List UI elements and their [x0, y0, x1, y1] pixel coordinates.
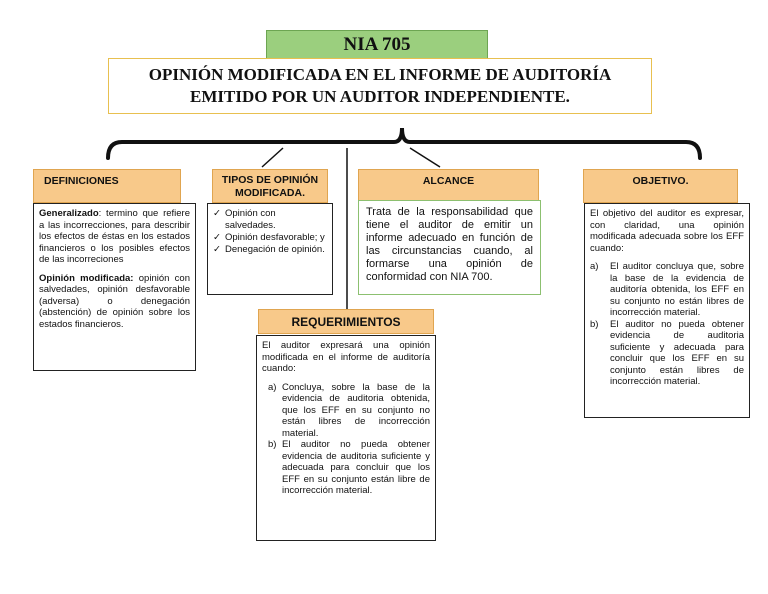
alcance-text: Trata de la responsabilidad que tiene el auditor de emitir un informe adecuado en función de las circunstancias cuando, al formarse una opinión de conformidad con NIA 700. [366, 206, 533, 283]
check-icon: ✓ [213, 208, 221, 219]
tipos-item: ✓ Denegación de opinión. [213, 244, 325, 255]
alcance-header: ALCANCE [358, 169, 539, 203]
definiciones-text-2: opinión con salvedades, opinión desfavorable (adversa) o denegación (abstención) de opinión sobre los estados financieros. [39, 272, 190, 330]
requerimientos-item-b: b) El auditor no pueda obtener evidencia de auditoria suficiente y adecuada para concluir que los EFF en su conjunto están libre de incorrección material. [268, 439, 430, 496]
definiciones-term-2: Opinión modificada: [39, 272, 134, 284]
requerimientos-intro: El auditor expresará una opinión modificada en el informe de auditoría cuando: [262, 340, 430, 374]
alcance-box [358, 200, 541, 295]
title-box: NIA 705 [266, 30, 488, 60]
tipos-box [207, 203, 333, 295]
main-brace [108, 128, 700, 158]
objetivo-box [584, 203, 750, 418]
tipos-header-line-1: TIPOS DE OPINIÓN [221, 174, 319, 186]
line-tipos [262, 148, 283, 167]
definiciones-p1 [39, 208, 190, 266]
definiciones-term-1: Generalizado [39, 208, 99, 219]
requerimientos-box [256, 335, 436, 541]
definiciones-box [33, 203, 196, 371]
definiciones-header: DEFINICIONES [33, 169, 181, 203]
definiciones-text-1: : termino que refiere a las incorrecciones, para describir los efectos de éstas en los estados financieros o los posibles efectos de las incorreciones [39, 208, 190, 265]
tipos-item: ✓ Opinión desfavorable; y [213, 232, 325, 243]
subtitle-box [108, 58, 652, 114]
tipos-item: ✓ Opinión con salvedades. [213, 208, 276, 231]
line-alcance [410, 148, 440, 167]
check-icon: ✓ [213, 244, 221, 255]
subtitle-line-2: EMITIDO POR UN AUDITOR INDEPENDIENTE. [190, 87, 570, 106]
tipos-header-line-2: MODIFICADA. [235, 187, 305, 199]
subtitle-line-1: OPINIÓN MODIFICADA EN EL INFORME DE AUDITORÍA [148, 65, 612, 84]
objetivo-item-b: b) El auditor no pueda obtener evidencia de auditoria suficiente y adecuada para concluir que los EFF en su conjunto están libres de incorrección material. [590, 318, 744, 387]
tipos-header [212, 169, 328, 203]
check-icon: ✓ [213, 232, 221, 243]
requerimientos-item-a: a) Concluya, sobre la base de la evidencia de auditoria obtenida, que los EFF en su conjunto no están libres de incorrección material. [268, 381, 430, 439]
definiciones-p2 [39, 273, 190, 331]
objetivo-item-a: a) El auditor concluya que, sobre la base de la evidencia de auditoría obtenida, los EFF en su conjunto no están libres de incorrección material. [590, 261, 744, 318]
objetivo-header: OBJETIVO. [583, 169, 738, 203]
objetivo-intro: El objetivo del auditor es expresar, con claridad, una opinión modificada adecuada sobre los EFF cuando: [590, 208, 744, 254]
requerimientos-header: REQUERIMIENTOS [258, 309, 434, 334]
